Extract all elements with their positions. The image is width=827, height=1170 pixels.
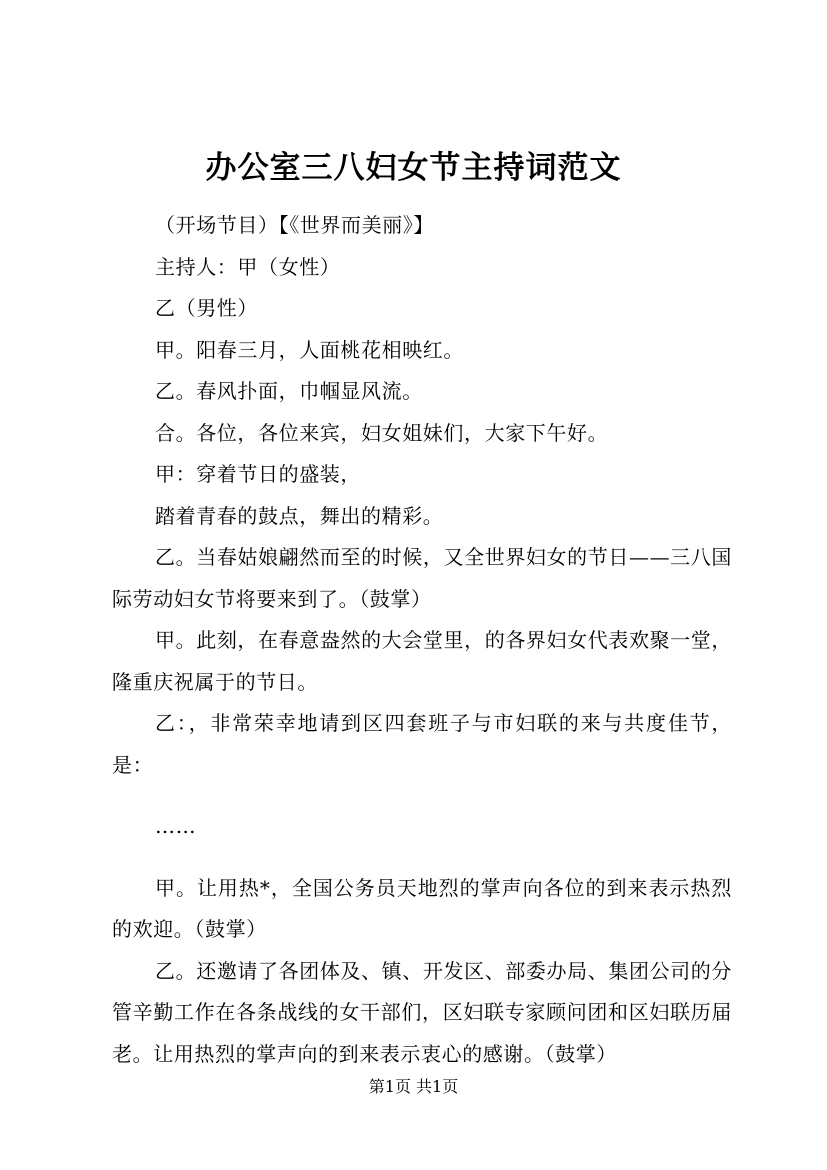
paragraph-line-7: 甲。此刻，在春意盎然的大会堂里，的各界妇女代表欢聚一堂，隆重庆祝属于的节日。	[112, 628, 732, 694]
paragraph-line-10: 乙。还邀请了各团体及、镇、开发区、部委办局、集团公司的分管辛勤工作在各条战线的女干部们，区妇联专家顾问团和区妇联历届老。让用热烈的掌声向的到来表示衷心的感谢。（鼓掌）	[112, 958, 732, 1066]
paragraph-line-6: 乙。当春姑娘翩然而至的时候，又全世界妇女的节日——三八国际劳动妇女节将要来到了。（鼓掌）	[112, 545, 732, 611]
paragraph-line-4: 甲：穿着节日的盛装，	[155, 462, 361, 486]
document-body	[112, 205, 732, 1075]
paragraph-ellipsis: ……	[155, 814, 197, 838]
page-footer: 第1页 共1页	[368, 1077, 459, 1096]
paragraph-opening-program: （开场节目）【《世界而美丽》】	[155, 213, 434, 237]
paragraph-line-8: 乙：，非常荣幸地请到区四套班子与市妇联的来与共度佳节，是：	[112, 711, 732, 777]
document-title: 办公室三八妇女节主持词范文	[205, 150, 622, 186]
paragraph-line-5: 踏着青春的鼓点，舞出的精彩。	[155, 503, 444, 528]
paragraph-line-2: 乙。春风扑面，巾帼显风流。	[155, 379, 423, 403]
paragraph-host-male: 乙（男性）	[155, 296, 258, 320]
paragraph-line-1: 甲。阳春三月，人面桃花相映红。	[155, 337, 464, 362]
paragraph-line-9: 甲。让用热*，全国公务员天地烈的掌声向各位的到来表示热烈的欢迎。（鼓掌）	[112, 875, 732, 941]
paragraph-line-3: 合。各位，各位来宾，妇女姐妹们，大家下午好。	[155, 420, 609, 445]
paragraph-host-intro: 主持人：甲（女性）	[155, 254, 341, 279]
